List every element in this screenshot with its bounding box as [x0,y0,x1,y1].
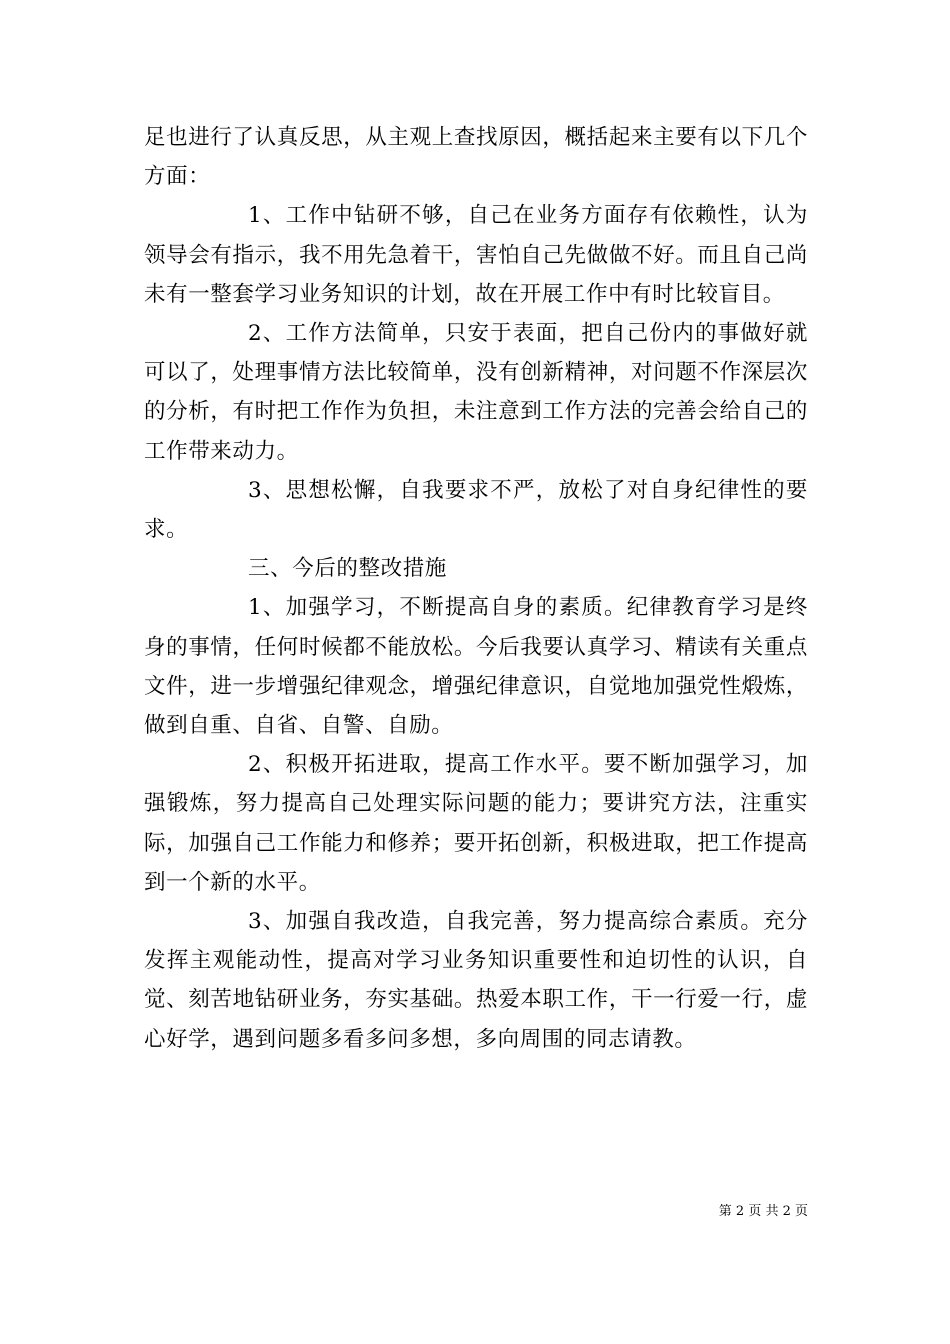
paragraph-measure-3: 3、加强自我改造，自我完善，努力提高综合素质。充分发挥主观能动性，提高对学习业务知识重要性和迫切性的认识，自觉、刻苦地钻研业务，夯实基础。热爱本职工作，干一行爱一行，虚心好学，遇到问题多看多问多想，多向周围的同志请教。 [144,909,808,1052]
paragraph-continuation: 足也进行了认真反思，从主观上查找原因，概括起来主要有以下几个方面： [144,125,808,190]
document-body [144,118,808,1059]
paragraph-issue-2: 2、工作方法简单，只安于表面，把自己份内的事做好就可以了，处理事情方法比较简单，没有创新精神，对问题不作深层次的分析，有时把工作作为负担，未注意到工作方法的完善会给自己的工作带来动力。 [144,321,808,464]
paragraph-measure-2: 2、积极开拓进取，提高工作水平。要不断加强学习，加强锻炼，努力提高自己处理实际问题的能力；要讲究方法，注重实际，加强自己工作能力和修养；要开拓创新，积极进取，把工作提高到一个新的水平。 [144,752,808,895]
section-heading-rectification: 三、今后的整改措施 [248,556,447,582]
paragraph-issue-3: 3、思想松懈，自我要求不严，放松了对自身纪律性的要求。 [144,477,808,543]
page-number: 第 2 页 共 2 页 [718,1204,808,1219]
paragraph-measure-1: 1、加强学习，不断提高自身的素质。纪律教育学习是终身的事情，任何时候都不能放松。今后我要认真学习、精读有关重点文件，进一步增强纪律观念，增强纪律意识，自觉地加强党性煅炼，做到自重、自省、自警、自励。 [144,595,808,739]
paragraph-issue-1: 1、工作中钻研不够，自己在业务方面存有依赖性，认为领导会有指示，我不用先急着干，害怕自己先做做不好。而且自己尚未有一整套学习业务知识的计划，故在开展工作中有时比较盲目。 [144,203,808,307]
